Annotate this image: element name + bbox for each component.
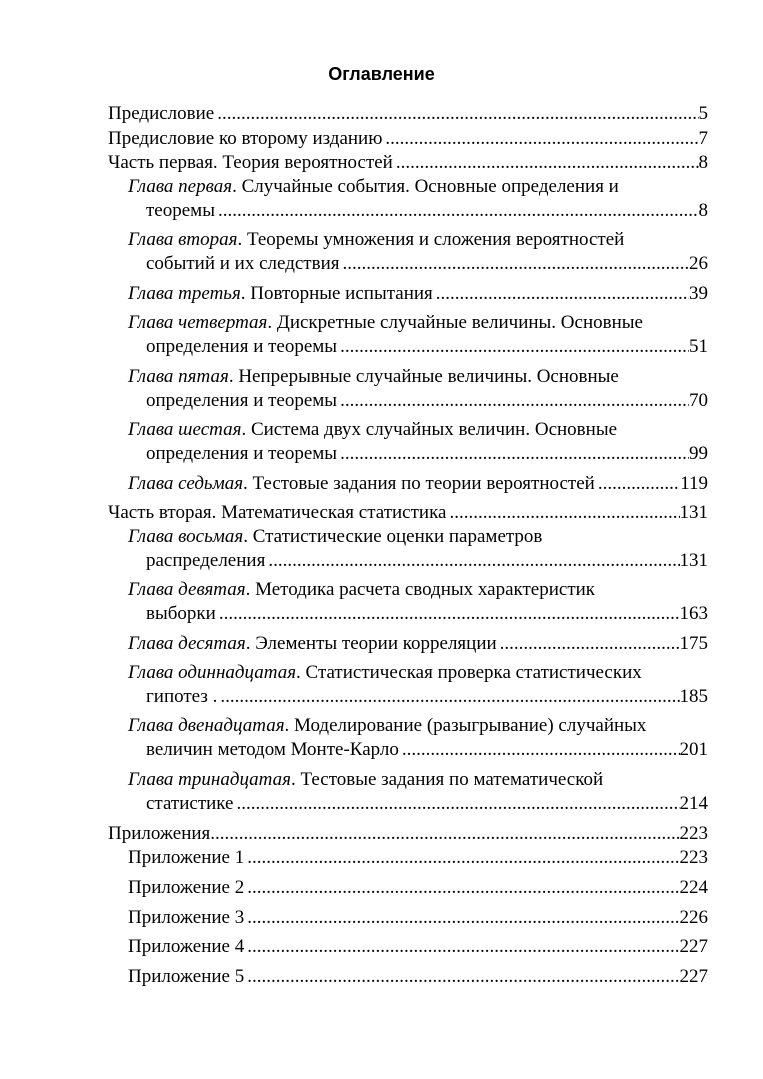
- chapter-title: . Непрерывные случайные величины. Основные: [228, 366, 619, 387]
- dot-leader: [436, 282, 689, 306]
- chapter-label: Глава восьмая: [128, 526, 244, 547]
- entry-text: выборки: [146, 603, 216, 624]
- dot-leader: [598, 472, 680, 496]
- toc-entry-part-two[interactable]: [108, 501, 708, 525]
- toc-entry-chapter-12-cont: [146, 738, 708, 762]
- chapter-title: . Дискретные случайные величины. Основные: [267, 312, 643, 333]
- page-number: 5: [698, 103, 708, 124]
- page-number: 8: [698, 152, 708, 173]
- page-number: 70: [689, 390, 708, 411]
- chapter-label: Глава шестая: [128, 419, 242, 440]
- page-number: 119: [680, 473, 708, 494]
- entry-text: Приложение 2: [128, 877, 245, 898]
- toc-entry-chapter-3[interactable]: [128, 282, 708, 306]
- chapter-label: Глава первая: [128, 176, 233, 197]
- entry-text: Предисловие: [108, 103, 215, 124]
- chapter-label: Глава седьмая: [128, 473, 244, 494]
- toc-entry-chapter-5-cont: [146, 389, 708, 413]
- dot-leader: [247, 935, 679, 959]
- page-number: 26: [689, 253, 708, 274]
- chapter-title: . Статистическая проверка статистических: [296, 662, 642, 683]
- toc-entry-chapter-1-cont: [146, 199, 708, 223]
- toc-entry-chapter-2-cont: [146, 252, 708, 276]
- toc-entry-chapter-12[interactable]: [128, 714, 646, 738]
- chapter-title: . Случайные события. Основные определения и: [232, 176, 619, 197]
- toc-entry-appendix-2[interactable]: [128, 876, 708, 900]
- entry-text: Предисловие ко второму изданию: [108, 128, 383, 149]
- page-title: Оглавление: [328, 64, 435, 84]
- entry-text: определения и теоремы: [146, 336, 338, 357]
- page-number: 224: [679, 877, 708, 898]
- chapter-title: . Элементы теории корреляции: [245, 633, 497, 654]
- dot-leader: [385, 127, 698, 151]
- chapter-title: . Статистические оценки параметров: [243, 526, 543, 547]
- toc-entry-preface[interactable]: [108, 102, 708, 126]
- toc-entry-part-one[interactable]: [108, 151, 708, 175]
- dot-leader: [219, 602, 680, 626]
- chapter-title: . Тестовые задания по математической: [290, 769, 604, 790]
- toc-entry-chapter-6[interactable]: [128, 418, 617, 442]
- chapter-label: Глава пятая: [128, 366, 229, 387]
- entry-text: Приложения: [108, 823, 211, 844]
- page-number: 39: [689, 283, 708, 304]
- dot-leader: [449, 501, 679, 525]
- chapter-title: . Моделирование (разыгрывание) случайных: [284, 715, 647, 736]
- chapter-label: Глава двенадцатая: [128, 715, 285, 736]
- page-number: 7: [698, 128, 708, 149]
- toc-entry-chapter-2[interactable]: [128, 228, 624, 252]
- page-number: 163: [679, 603, 708, 624]
- toc-entry-chapter-13[interactable]: [128, 768, 603, 792]
- entry-text: Приложение 1: [128, 847, 245, 868]
- chapter-label: Глава десятая: [128, 633, 246, 654]
- dot-leader: [247, 906, 679, 930]
- toc-entry-chapter-9[interactable]: [128, 578, 595, 602]
- dot-leader: [340, 335, 689, 359]
- chapter-title: . Повторные испытания: [240, 283, 433, 304]
- toc-entry-appendix-1[interactable]: [128, 846, 708, 870]
- entry-text: определения и теоремы: [146, 390, 338, 411]
- page-number: 223: [679, 847, 708, 868]
- entry-text: Приложение 3: [128, 907, 245, 928]
- entry-text: величин методом Монте-Карло: [146, 739, 399, 760]
- dot-leader: [236, 792, 679, 816]
- toc-entry-chapter-11[interactable]: [128, 661, 642, 685]
- toc-entry-appendix-4[interactable]: [128, 935, 708, 959]
- toc-entry-appendices[interactable]: [108, 822, 708, 846]
- toc-entry-chapter-13-cont: [146, 792, 708, 816]
- toc-entry-chapter-5[interactable]: [128, 365, 619, 389]
- entry-text: Часть вторая. Математическая статистика: [108, 502, 447, 523]
- page-number: 201: [679, 739, 708, 760]
- page-number: 131: [679, 550, 708, 571]
- toc-entry-chapter-9-cont: [146, 602, 708, 626]
- dot-leader: [247, 965, 679, 989]
- page-number: 8: [698, 200, 708, 221]
- toc-entry-chapter-6-cont: [146, 442, 708, 466]
- chapter-label: Глава третья: [128, 283, 241, 304]
- chapter-title: . Тестовые задания по теории вероятностей: [243, 473, 595, 494]
- toc-entry-chapter-1[interactable]: [128, 175, 619, 199]
- toc-entry-chapter-11-cont: [146, 685, 708, 709]
- toc-entry-preface-second-edition[interactable]: [108, 127, 708, 151]
- dot-leader: [340, 442, 689, 466]
- toc-entry-chapter-4[interactable]: [128, 311, 643, 335]
- dot-leader: [340, 389, 689, 413]
- chapter-label: Глава тринадцатая: [128, 769, 291, 790]
- page-number: 227: [679, 936, 708, 957]
- chapter-title: . Методика расчета сводных характеристик: [245, 579, 596, 600]
- chapter-title: . Теоремы умножения и сложения вероятностей: [237, 229, 625, 250]
- dot-leader: [500, 632, 680, 656]
- chapter-title: . Система двух случайных величин. Основные: [241, 419, 618, 440]
- toc-entry-chapter-4-cont: [146, 335, 708, 359]
- page-number: 51: [689, 336, 708, 357]
- dot-leader: [396, 151, 699, 175]
- entry-text: событий и их следствия: [146, 253, 340, 274]
- page-number: 214: [679, 793, 708, 814]
- toc-entry-chapter-10[interactable]: [128, 632, 708, 656]
- dot-leader: [247, 876, 679, 900]
- dot-leader: [218, 199, 699, 223]
- page-number: 99: [689, 443, 708, 464]
- dot-leader: [268, 549, 679, 573]
- page-number: 131: [679, 502, 708, 523]
- chapter-label: Глава вторая: [128, 229, 238, 250]
- entry-text: Приложение 4: [128, 936, 245, 957]
- toc-entry-chapter-8-cont: [146, 549, 708, 573]
- dot-leader: [210, 822, 679, 846]
- page-number: 223: [679, 823, 708, 844]
- entry-text: распределения: [146, 550, 266, 571]
- entry-text: Часть первая. Теория вероятностей: [108, 152, 393, 173]
- entry-text: гипотез .: [146, 686, 218, 707]
- toc-entry-chapter-7[interactable]: [128, 472, 708, 496]
- entry-text: определения и теоремы: [146, 443, 338, 464]
- dot-leader: [247, 846, 679, 870]
- toc-entry-chapter-8[interactable]: [128, 525, 542, 549]
- page-number: 227: [679, 966, 708, 987]
- page-number: 175: [679, 633, 708, 654]
- dot-leader: [402, 738, 680, 762]
- page-number: 226: [679, 907, 708, 928]
- entry-text: статистике: [146, 793, 234, 814]
- page-number: 185: [679, 686, 708, 707]
- chapter-label: Глава четвертая: [128, 312, 268, 333]
- dot-leader: [220, 685, 679, 709]
- chapter-label: Глава девятая: [128, 579, 246, 600]
- entry-text: теоремы: [146, 200, 215, 221]
- dot-leader: [217, 102, 698, 126]
- chapter-label: Глава одиннадцатая: [128, 662, 297, 683]
- toc-entry-appendix-5[interactable]: [128, 965, 708, 989]
- entry-text: Приложение 5: [128, 966, 245, 987]
- dot-leader: [342, 252, 689, 276]
- toc-entry-appendix-3[interactable]: [128, 906, 708, 930]
